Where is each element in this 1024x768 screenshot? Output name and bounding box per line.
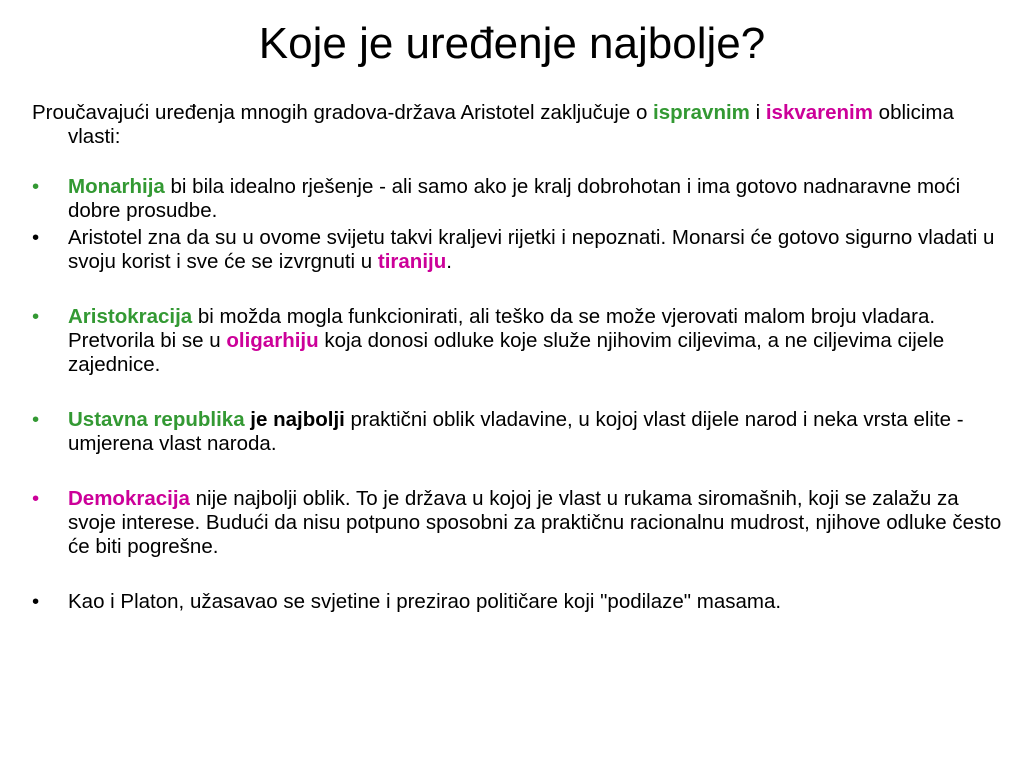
bullet-text: bi možda mogla funkcionirati, ali teško da se može vjerovati malom broju vladara. Pretvorila bi se u <box>68 305 936 352</box>
term-monarhija: Monarhija <box>68 175 165 198</box>
term-iskvarenim: iskvarenim <box>765 101 873 124</box>
slide-body <box>32 101 1002 614</box>
term-tiraniju: tiraniju <box>377 250 447 273</box>
bullet-aristokracija <box>32 305 1002 377</box>
bullet-text-end: koja donosi odluke koje služe njihovim ciljevima, a ne ciljevima cijele zajednice. <box>68 329 945 376</box>
bullet-text: praktični oblik vladavine, u kojoj vlast dijele narod i neka vrsta elite - umjerena vlast naroda. <box>68 408 964 455</box>
bullet-text: bi bila idealno rješenje - ali samo ako je kralj dobrohotan i ima gotovo nadnaravne moći dobre prosudbe. <box>68 175 961 222</box>
bullet-marker: • <box>32 487 40 510</box>
bullet-monarhija <box>32 175 1002 223</box>
slide-title: Koje je uređenje najbolje? <box>258 19 766 68</box>
bullet-kraljevi <box>32 226 1002 274</box>
bullet-demokracija <box>32 487 1002 559</box>
bullet-marker: • <box>32 226 40 249</box>
intro-text-before: Proučavajući uređenja mnogih gradova-država Aristotel zaključuje o <box>32 101 654 124</box>
phrase-je-najbolji: je najbolji <box>244 408 345 431</box>
term-aristokracija: Aristokracija <box>68 305 193 328</box>
term-demokracija: Demokracija <box>68 487 190 510</box>
bullet-marker: • <box>32 305 40 328</box>
term-oligarhiju: oligarhiju <box>226 329 319 352</box>
term-ustavna-republika: Ustavna republika <box>68 408 245 431</box>
bullet-ustavna-republika <box>32 408 1002 456</box>
bullet-text: nije najbolji oblik. To je država u kojoj je vlast u rukama siromašnih, koji se zalažu za svoje interese. Budući da nisu potpuno sposobni za praktičnu racionalnu mudrost, njihove odluke često će biti pogrešne. <box>68 487 1002 558</box>
bullet-list <box>32 175 1002 614</box>
bullet-platon <box>32 590 1002 614</box>
bullet-text: Kao i Platon, užasavao se svjetine i prezirao političare koji "podilaze" masama. <box>68 590 782 613</box>
bullet-text-end: . <box>446 250 452 273</box>
bullet-marker: • <box>32 590 40 613</box>
intro-text-after: oblicima vlasti: <box>68 101 954 148</box>
intro-text-mid: i <box>749 101 766 124</box>
bullet-marker: • <box>32 408 40 431</box>
term-ispravnim: ispravnim <box>653 101 750 124</box>
intro-paragraph <box>32 101 1002 149</box>
bullet-text: Aristotel zna da su u ovome svijetu takvi kraljevi rijetki i nepoznati. Monarsi će gotovo sigurno vladati u svoju korist i sve će se izvrgnuti u <box>68 226 995 273</box>
bullet-marker: • <box>32 175 40 198</box>
